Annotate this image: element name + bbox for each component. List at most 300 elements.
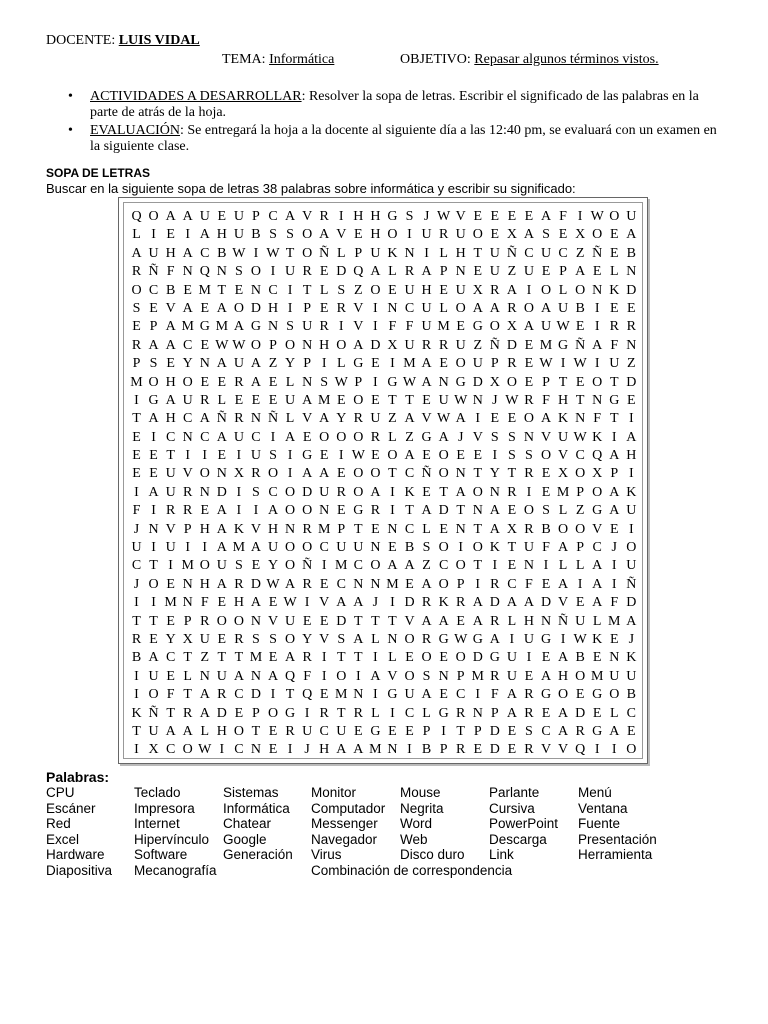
grid-letter: A [199, 705, 210, 721]
grid-letter: X [592, 466, 603, 482]
grid-letter: F [200, 595, 209, 611]
word-item: Excel [46, 831, 80, 847]
word-item: Teclado [134, 785, 181, 800]
grid-row [128, 649, 640, 667]
grid-letter: M [590, 668, 604, 684]
grid-letter: L [336, 356, 346, 372]
grid-letter: O [233, 723, 244, 739]
word-item: Software [134, 847, 188, 863]
grid-letter: U [523, 540, 534, 556]
grid-letter: R [319, 319, 329, 335]
grid-letter: A [592, 576, 603, 592]
grid-letter: J [628, 631, 635, 647]
grid-letter: O [438, 576, 449, 592]
grid-letter: X [489, 374, 500, 390]
grid-letter: E [422, 484, 431, 500]
word-search-grid [128, 208, 640, 760]
grid-letter: B [575, 650, 585, 666]
grid-letter: J [492, 392, 498, 408]
grid-letter: C [131, 558, 142, 574]
grid-letter: R [183, 705, 193, 721]
grid-letter: O [336, 337, 347, 353]
grid-letter: U [421, 227, 432, 243]
grid-letter: X [506, 227, 517, 243]
grid-letter: E [302, 613, 312, 629]
grid-letter: O [575, 668, 586, 684]
grid-letter: C [558, 245, 568, 261]
grid-letter: E [388, 723, 397, 739]
grid-letter: A [336, 595, 347, 611]
grid-letter: O [319, 429, 330, 445]
grid-letter: D [404, 595, 415, 611]
grid-letter: O [302, 503, 313, 519]
grid-letter: T [336, 705, 346, 721]
grid-letter: O [455, 300, 466, 316]
grid-letter: C [165, 429, 176, 445]
grid-letter: E [166, 613, 175, 629]
grid-row [128, 282, 640, 300]
grid-letter: U [506, 650, 517, 666]
grid-row [128, 723, 640, 741]
word-item: CPU [46, 785, 75, 800]
grid-letter: F [388, 319, 397, 335]
grid-letter: D [336, 264, 347, 280]
grid-letter: T [302, 282, 312, 298]
grid-letter: C [626, 705, 636, 721]
grid-letter: A [199, 227, 210, 243]
grid-letter: O [199, 466, 210, 482]
grid-letter: A [319, 411, 330, 427]
grid-letter: O [267, 705, 279, 721]
grid-letter: U [558, 429, 569, 445]
grid-letter: I [134, 742, 139, 758]
grid-letter: E [609, 245, 619, 261]
grid-letter: E [524, 337, 534, 353]
grid-letter: I [611, 558, 617, 574]
grid-letter: U [609, 668, 620, 684]
grid-letter: H [353, 209, 364, 224]
grid-letter: O [302, 245, 313, 261]
grid-letter: A [421, 503, 432, 519]
grid-letter: A [558, 650, 569, 666]
grid-row [128, 686, 640, 704]
grid-letter: E [609, 521, 619, 537]
grid-letter: K [131, 705, 142, 721]
grid-letter: I [611, 742, 617, 758]
grid-letter: E [234, 392, 244, 408]
grid-letter: O [609, 209, 620, 224]
grid-letter: T [507, 540, 517, 556]
grid-letter: I [390, 595, 395, 611]
grid-letter: O [506, 374, 517, 390]
grid-letter: N [592, 392, 603, 408]
grid-letter: E [354, 723, 363, 739]
grid-letter: A [148, 337, 159, 353]
grid-letter: U [370, 411, 381, 427]
grid-letter: O [216, 613, 227, 629]
tema-label: TEMA: [222, 52, 266, 67]
grid-letter: N [182, 429, 193, 445]
word-item: PowerPoint [489, 816, 559, 832]
grid-letter: U [489, 264, 500, 280]
grid-letter: E [456, 613, 465, 629]
grid-letter: F [166, 264, 175, 280]
grid-letter: V [267, 613, 279, 629]
grid-letter: U [165, 540, 176, 556]
grid-letter: L [575, 558, 585, 574]
grid-letter: R [302, 264, 312, 280]
grid-letter: N [250, 668, 261, 684]
grid-letter: Ñ [148, 705, 159, 721]
grid-letter: E [319, 300, 329, 316]
grid-letter: C [336, 576, 346, 592]
grid-letter: P [490, 356, 499, 372]
grid-letter: R [319, 209, 329, 224]
grid-letter: U [506, 668, 517, 684]
grid-letter: U [626, 503, 637, 519]
grid-letter: A [319, 227, 330, 243]
grid-letter: O [626, 742, 637, 758]
grid-letter: Z [200, 650, 210, 666]
objetivo-value: Repasar algunos términos vistos. [474, 52, 659, 67]
grid-letter: A [285, 429, 296, 445]
grid-letter: U [285, 264, 296, 280]
grid-letter: T [473, 558, 483, 574]
grid-letter: R [609, 319, 619, 335]
word-item: Internet [134, 816, 180, 832]
grid-letter: V [302, 209, 313, 224]
grid-letter: E [627, 723, 636, 739]
grid-letter: I [338, 209, 344, 224]
grid-letter: V [558, 595, 569, 611]
grid-letter: G [421, 429, 432, 445]
grid-letter: P [303, 300, 312, 316]
grid-letter: A [199, 687, 210, 703]
grid-letter: K [387, 245, 398, 261]
grid-letter: H [199, 521, 210, 537]
grid-letter: A [216, 356, 227, 372]
grid-letter: A [472, 613, 483, 629]
grid-letter: G [438, 705, 449, 721]
grid-letter: R [524, 687, 534, 703]
grid-letter: A [506, 282, 517, 298]
grid-row [128, 410, 640, 428]
grid-letter: U [336, 723, 347, 739]
word-item: Cursiva [489, 800, 535, 816]
word-item: Escáner [46, 800, 96, 816]
grid-row [128, 355, 640, 373]
grid-letter: P [337, 521, 346, 537]
grid-letter: T [217, 650, 227, 666]
grid-letter: I [628, 521, 634, 537]
grid-letter: L [336, 245, 346, 261]
grid-letter: E [609, 300, 619, 316]
grid-letter: A [353, 631, 364, 647]
grid-letter: I [134, 687, 139, 703]
grid-letter: V [353, 319, 364, 335]
grid-letter: N [540, 613, 552, 629]
grid-letter: W [334, 374, 348, 390]
grid-letter: N [353, 687, 364, 703]
grid-letter: C [404, 466, 415, 482]
evaluation-text: : Se entregará la hoja a la docente al siguiente día a las 12:40 pm, se evaluará con un examen en la siguiente clase. [90, 123, 717, 154]
grid-letter: S [490, 429, 499, 445]
grid-letter: Z [507, 264, 517, 280]
grid-letter: R [353, 411, 363, 427]
grid-letter: A [285, 209, 296, 224]
grid-letter: E [405, 650, 414, 666]
grid-letter: E [200, 337, 210, 353]
grid-letter: N [523, 429, 534, 445]
grid-letter: A [472, 300, 483, 316]
grid-letter: P [354, 374, 363, 390]
grid-letter: E [507, 723, 517, 739]
grid-letter: W [232, 337, 246, 353]
grid-letter: N [370, 540, 381, 556]
grid-letter: E [541, 466, 551, 482]
grid-letter: F [559, 209, 567, 224]
grid-letter: Q [131, 209, 142, 224]
grid-letter: A [609, 503, 620, 519]
grid-letter: S [422, 668, 431, 684]
grid-letter: S [422, 540, 431, 556]
grid-letter: Y [267, 558, 279, 574]
grid-row [128, 576, 640, 594]
grid-row [128, 374, 640, 392]
grid-letter: U [421, 319, 432, 335]
grid-letter: C [234, 687, 244, 703]
grid-letter: H [626, 448, 637, 464]
word-item: Descarga [489, 831, 547, 847]
grid-letter: A [626, 227, 637, 243]
grid-letter: A [438, 429, 449, 445]
grid-letter: E [507, 411, 517, 427]
grid-letter: N [353, 576, 364, 592]
grid-letter: F [132, 503, 141, 519]
grid-letter: W [573, 429, 587, 445]
grid-letter: A [404, 411, 415, 427]
grid-letter: S [525, 723, 533, 739]
grid-letter: A [489, 631, 500, 647]
grid-letter: I [441, 723, 446, 739]
grid-letter: U [575, 613, 586, 629]
grid-letter: T [405, 503, 414, 519]
grid-letter: E [217, 631, 227, 647]
instructions-list [68, 89, 718, 157]
grid-row [128, 484, 640, 502]
grid-letter: O [575, 466, 586, 482]
grid-letter: I [202, 448, 208, 464]
grid-letter: O [267, 466, 279, 482]
grid-letter: O [558, 687, 569, 703]
grid-letter: Ñ [575, 337, 586, 353]
grid-letter: N [387, 521, 398, 537]
grid-letter: D [302, 484, 313, 500]
grid-letter: I [134, 668, 139, 684]
grid-letter: C [438, 558, 449, 574]
grid-letter: W [198, 742, 212, 758]
grid-letter: E [268, 374, 278, 390]
objetivo-line [400, 52, 659, 68]
grid-letter: O [285, 540, 296, 556]
grid-letter: E [456, 448, 465, 464]
word-item: Hardware [46, 847, 105, 863]
grid-letter: M [608, 613, 621, 629]
grid-letter: S [252, 484, 260, 500]
grid-letter: X [506, 319, 517, 335]
grid-letter: T [439, 484, 448, 500]
grid-letter: A [216, 540, 227, 556]
grid-letter: U [233, 209, 244, 224]
grid-letter: W [266, 576, 280, 592]
grid-letter: N [387, 631, 398, 647]
grid-letter: F [610, 337, 619, 353]
grid-letter: L [371, 631, 380, 647]
grid-letter: O [523, 411, 534, 427]
grid-letter: A [216, 521, 227, 537]
grid-letter: V [165, 300, 176, 316]
grid-letter: I [287, 448, 293, 464]
grid-letter: P [354, 245, 363, 261]
grid-letter: P [252, 705, 260, 721]
grid-letter: W [351, 448, 365, 464]
grid-letter: N [216, 466, 227, 482]
grid-letter: G [285, 705, 296, 721]
grid-letter: P [610, 466, 619, 482]
grid-letter: G [609, 392, 620, 408]
grid-letter: O [472, 227, 483, 243]
grid-letter: C [234, 742, 244, 758]
grid-letter: E [302, 429, 312, 445]
grid-letter: E [575, 319, 585, 335]
grid-letter: C [404, 521, 415, 537]
grid-letter: U [523, 631, 534, 647]
grid-letter: N [472, 392, 483, 408]
grid-letter: R [421, 631, 432, 647]
grid-letter: R [370, 429, 381, 445]
grid-letter: U [285, 613, 296, 629]
grid-letter: A [626, 613, 637, 629]
grid-row [128, 318, 640, 336]
grid-letter: G [558, 337, 569, 353]
grid-letter: S [286, 319, 294, 335]
grid-letter: K [592, 429, 603, 445]
grid-letter: W [505, 392, 519, 408]
objetivo-label: OBJETIVO: [400, 52, 471, 67]
grid-letter: L [371, 705, 380, 721]
grid-letter: E [251, 558, 261, 574]
grid-letter: C [183, 337, 193, 353]
grid-letter: G [370, 723, 381, 739]
grid-letter: A [182, 209, 193, 224]
grid-letter: U [438, 392, 449, 408]
grid-letter: I [151, 540, 156, 556]
grid-letter: U [148, 723, 159, 739]
grid-letter: F [593, 411, 602, 427]
grid-letter: A [285, 650, 296, 666]
grid-letter: D [506, 337, 517, 353]
grid-letter: O [285, 337, 296, 353]
grid-letter: P [439, 264, 448, 280]
grid-letter: F [490, 687, 499, 703]
grid-letter: Y [285, 356, 296, 372]
grid-letter: I [185, 540, 191, 556]
grid-letter: Q [199, 264, 210, 280]
grid-letter: A [404, 558, 415, 574]
grid-letter: P [422, 723, 431, 739]
word-item: Combinación de correspondencia [311, 862, 513, 878]
grid-letter: R [524, 705, 534, 721]
grid-letter: Q [575, 742, 586, 758]
grid-letter: A [165, 337, 176, 353]
grid-letter: D [540, 595, 552, 611]
grid-letter: U [370, 245, 381, 261]
grid-letter: R [421, 337, 432, 353]
grid-letter: C [165, 650, 176, 666]
grid-row [128, 337, 640, 355]
grid-letter: C [319, 723, 329, 739]
grid-letter: A [609, 448, 620, 464]
grid-letter: E [354, 227, 363, 243]
grid-letter: U [165, 466, 176, 482]
grid-letter: H [233, 595, 244, 611]
grid-letter: J [304, 742, 310, 758]
grid-letter: O [472, 540, 483, 556]
grid-letter: U [182, 392, 193, 408]
grid-letter: P [303, 356, 312, 372]
grid-letter: Ñ [216, 411, 227, 427]
grid-letter: E [439, 356, 448, 372]
grid-letter: M [317, 521, 331, 537]
grid-letter: O [148, 687, 159, 703]
grid-letter: H [199, 576, 210, 592]
grid-letter: E [592, 650, 602, 666]
grid-letter: I [560, 356, 566, 372]
grid-letter: A [148, 484, 159, 500]
grid-letter: A [489, 503, 500, 519]
grid-letter: W [590, 209, 604, 224]
grid-letter: I [321, 356, 327, 372]
grid-letter: B [251, 227, 261, 243]
grid-letter: A [421, 374, 432, 390]
grid-letter: L [422, 705, 431, 721]
grid-letter: R [524, 742, 534, 758]
grid-letter: W [283, 595, 297, 611]
grid-letter: E [541, 576, 551, 592]
grid-letter: U [233, 227, 244, 243]
word-item: Chatear [223, 816, 272, 832]
grid-letter: A [182, 300, 193, 316]
grid-letter: I [287, 466, 293, 482]
grid-letter: T [388, 613, 397, 629]
grid-letter: G [387, 374, 398, 390]
grid-letter: G [472, 319, 483, 335]
grid-letter: E [234, 705, 244, 721]
grid-letter: I [390, 705, 395, 721]
grid-letter: O [370, 466, 381, 482]
grid-letter: N [199, 356, 210, 372]
activities-text: : Resolver la sopa de letras. Escribir el significado de las palabras en la parte de atrás de la hoja. [90, 89, 699, 120]
grid-letter: O [626, 540, 637, 556]
grid-letter: T [354, 650, 363, 666]
word-item: Generación [223, 847, 293, 863]
grid-letter: I [526, 650, 532, 666]
grid-letter: A [267, 503, 279, 519]
grid-letter: A [336, 742, 347, 758]
grid-letter: M [471, 668, 484, 684]
grid-letter: C [183, 411, 193, 427]
grid-letter: E [490, 411, 500, 427]
